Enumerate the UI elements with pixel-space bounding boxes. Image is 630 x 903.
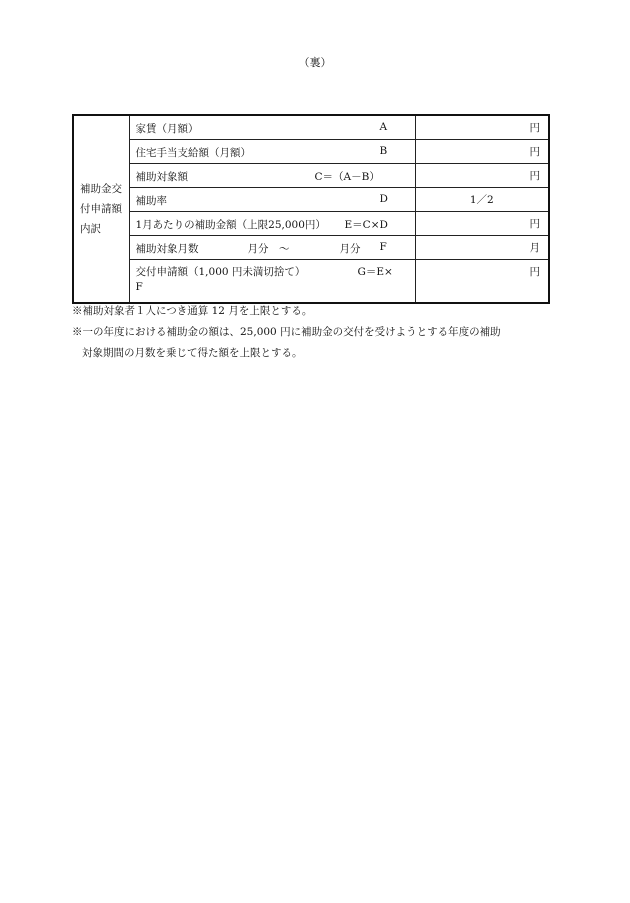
months-to-field[interactable]: 月分 (339, 243, 361, 255)
item-label: 家賃（月額） (135, 123, 199, 135)
item-code: C＝（A－B） (314, 171, 380, 183)
table-row-subsidy-rate (73, 188, 549, 212)
unit-label: 円 (529, 146, 540, 158)
item-subsidy-rate (129, 188, 415, 212)
note-annual-cap-continued: 対象期間の月数を乗じて得た額を上限とする。 (82, 347, 303, 359)
item-subsidy-base (129, 164, 415, 188)
notes (72, 301, 562, 364)
table-row-subsidy-base (73, 164, 549, 188)
value-field-application-amount[interactable] (415, 260, 549, 304)
unit-label: 円 (529, 218, 540, 230)
item-code-continued: F (135, 281, 143, 293)
item-code: E＝C×D (344, 219, 388, 231)
item-code: F (379, 241, 387, 253)
item-code: G＝E× (357, 266, 393, 278)
table-row-subsidy-months (73, 236, 549, 260)
unit-label: 円 (529, 266, 540, 278)
table-row-monthly-subsidy (73, 212, 549, 236)
group-label: 補助金交付申請額内訳 (73, 115, 129, 303)
item-label: 交付申請額（1,000 円未満切捨て） (135, 266, 306, 278)
note-limit-months: ※補助対象者１人につき通算 12 月を上限とする。 (72, 305, 313, 317)
item-code: D (379, 193, 388, 205)
unit-label: 月 (529, 242, 540, 254)
item-label: 住宅手当支給額（月額） (135, 147, 251, 159)
value-field-housing-allowance[interactable] (415, 140, 549, 164)
item-label: 補助対象額 (135, 171, 188, 183)
table-row-rent (73, 115, 549, 140)
table-row-housing-allowance (73, 140, 549, 164)
months-from-field[interactable]: 月分 ～ (247, 243, 290, 255)
value-subsidy-rate: 1／2 (415, 188, 549, 212)
subsidy-breakdown-table (72, 114, 550, 304)
item-code: A (379, 121, 388, 133)
unit-label: 円 (529, 122, 540, 134)
value-field-rent[interactable] (415, 115, 549, 140)
item-monthly-subsidy (129, 212, 415, 236)
value-field-subsidy-months[interactable] (415, 236, 549, 260)
note-annual-cap: ※一の年度における補助金の額は、25,000 円に補助金の交付を受けようとする年度の補助 (72, 326, 501, 338)
unit-label: 円 (529, 170, 540, 182)
item-code: B (379, 145, 388, 157)
item-housing-allowance (129, 140, 415, 164)
item-rent (129, 115, 415, 140)
item-subsidy-months (129, 236, 415, 260)
item-label: 補助率 (135, 195, 167, 207)
table-row-application-amount (73, 260, 549, 304)
item-label: 1月あたりの補助金額（上限25,000円） (135, 219, 326, 231)
value-field-subsidy-base[interactable] (415, 164, 549, 188)
item-label: 補助対象月数 (135, 243, 199, 255)
value-field-monthly-subsidy[interactable] (415, 212, 549, 236)
item-application-amount (129, 260, 415, 304)
page-side-label: （裏） (298, 56, 332, 69)
